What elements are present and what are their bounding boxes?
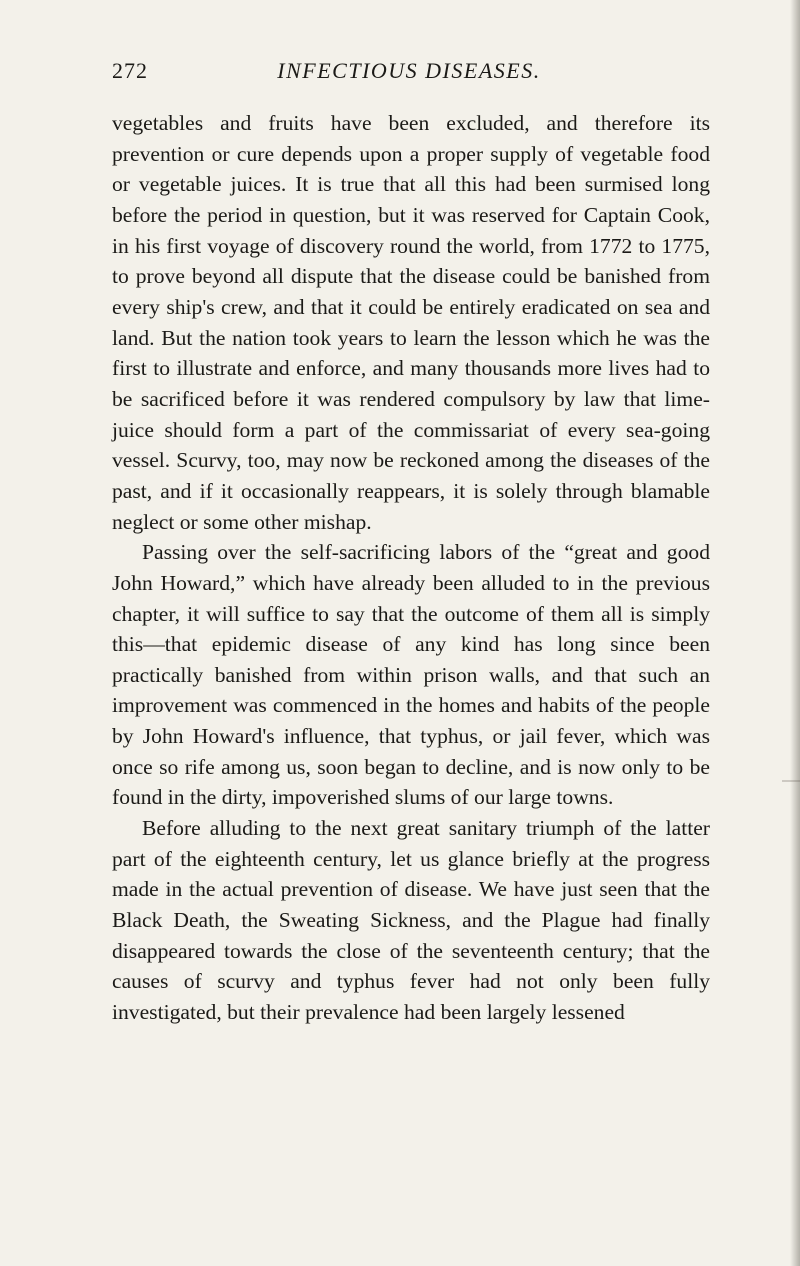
paragraph-3: Before alluding to the next great sanitary triumph of the latter part of the eighteenth century, let us glance briefly at the progress made in the actual prevention of disease. We have just seen that the Black Death, the Sweating Sickness, and the Plague had finally disappeared towards the close of the seventeenth century; that the causes of scurvy and typhus fever had not only been fully investigated, but their prevalence had been largely lessened bbox=[112, 816, 710, 1025]
running-title: INFECTIOUS DISEASES. bbox=[277, 58, 541, 83]
margin-mark bbox=[782, 780, 800, 782]
body-text bbox=[112, 108, 710, 1028]
paragraph-1: vegetables and fruits have been excluded, and therefore its prevention or cure depends upon a proper supply of vegetable food or vegetable juices. It is true that all this had been surmised long before the period in question, but it was reserved for Captain Cook, in his first voyage of discovery round the world, from 1772 to 1775, to prove beyond all dispute that the disease could be banished from every ship's crew, and that it could be entirely eradicated on sea and land. But the nation took years to learn the lesson which he was the first to illustrate and enforce, and many thousands more lives had to be sacrificed before it was rendered compulsory by law that lime-juice should form a part of the commissariat of every sea-going vessel. Scurvy, too, may now be reckoned among the diseases of the past, and if it occasionally reappears, it is solely through blamable neglect or some other mishap. bbox=[112, 111, 710, 534]
running-head bbox=[112, 58, 706, 86]
paragraph-2: Passing over the self-sacrificing labors of the “great and good John Howard,” which have already been alluded to in the previous chapter, it will suffice to say that the outcome of them all is simply this—that epidemic disease of any kind has long since been practically banished from within prison walls, and that such an improvement was commenced in the homes and habits of the people by John Howard's influence, that typhus, or jail fever, which was once so rife among us, soon began to decline, and is now only to be found in the dirty, impoverished slums of our large towns. bbox=[112, 540, 710, 810]
page-edge-shadow bbox=[790, 0, 800, 1266]
page-number: 272 bbox=[112, 58, 148, 83]
